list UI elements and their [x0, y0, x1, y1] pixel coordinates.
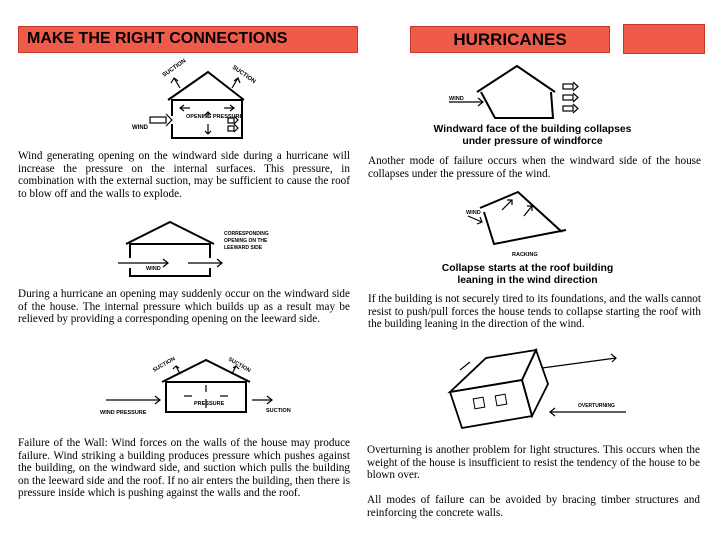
fig2-corresponding-label: CORRESPONDING OPENING ON THE LEEWARD SIDE: [224, 231, 269, 251]
fig2-wind-label: WIND: [146, 266, 161, 272]
windward-collapse-diagram: [447, 62, 607, 124]
overturning-diagram: [440, 340, 640, 430]
right-fig1-caption: Windward face of the building collapses under pressure of windforce: [433, 124, 632, 147]
left-paragraph-3: Failure of the Wall: Wind forces on the walls of the house may produce failure. Wind striking a building produces pressure which pushes against the building, on the windward side, and suction which pulls the building on the leeward side and the roof. If no air enters the building, then there is pressure inside which is pushing against the walls and the roof.: [18, 437, 350, 500]
fig3-suction-side-label: SUCTION: [266, 408, 291, 414]
header-right-block: [623, 24, 705, 54]
header-center-title: HURRICANES: [410, 26, 610, 53]
right-fig2-wind-label: WIND: [466, 210, 481, 216]
racking-diagram: [466, 186, 606, 256]
fig1-suction-right-label: SUCTION: [230, 64, 257, 86]
wall-failure-diagram: [96, 352, 316, 422]
fig1-wind-label: WIND: [132, 125, 148, 131]
right-fig1-wind-label: WIND: [449, 96, 464, 102]
fig3-pressure-label: PRESSURE: [194, 401, 225, 407]
right-paragraph-1: Another mode of failure occurs when the windward side of the house collapses under the pressure of the wind.: [368, 155, 701, 180]
right-paragraph-4: All modes of failure can be avoided by bracing timber structures and reinforcing the concrete walls.: [367, 494, 700, 519]
opening-pressure-diagram: [128, 60, 278, 145]
right-fig3-overturning-label: OVERTURNING: [578, 403, 615, 409]
right-paragraph-3: Overturning is another problem for light structures. This occurs when the weight of the house is insufficient to resist the tendency of the house to be blown over.: [367, 444, 700, 482]
right-paragraph-2: If the building is not securely tired to its foundations, and the walls cannot resist to push/pull forces the house tends to collapse starting the roof with the building leaning in the direction of the wind.: [368, 293, 701, 331]
left-paragraph-2: During a hurricane an opening may suddenly occur on the windward side of the house. The internal pressure which builds up as a result may be relieved by providing a corresponding opening on the leeward side.: [18, 288, 350, 326]
corresponding-opening-diagram: [118, 218, 298, 278]
fig1-opening-pressure-label: OPENING PRESSURE: [186, 114, 244, 120]
fig3-suction-right-label: SUCTION: [227, 356, 252, 375]
left-paragraph-1: Wind generating opening on the windward side during a hurricane will increase the pressure on the internal surfaces. This pressure, in combination with the external suction, may be sufficient to cause the roof to blow off and the walls to explode.: [18, 150, 350, 200]
right-fig2-caption: Collapse starts at the roof building leaning in the wind direction: [441, 263, 614, 286]
fig3-suction-left-label: SUCTION: [152, 356, 177, 374]
header-left-title: MAKE THE RIGHT CONNECTIONS: [18, 26, 358, 53]
right-fig2-racking-label: RACKING: [512, 252, 538, 258]
fig3-wind-pressure-label: WIND PRESSURE: [100, 410, 147, 416]
fig1-suction-left-label: SUCTION: [161, 58, 188, 79]
